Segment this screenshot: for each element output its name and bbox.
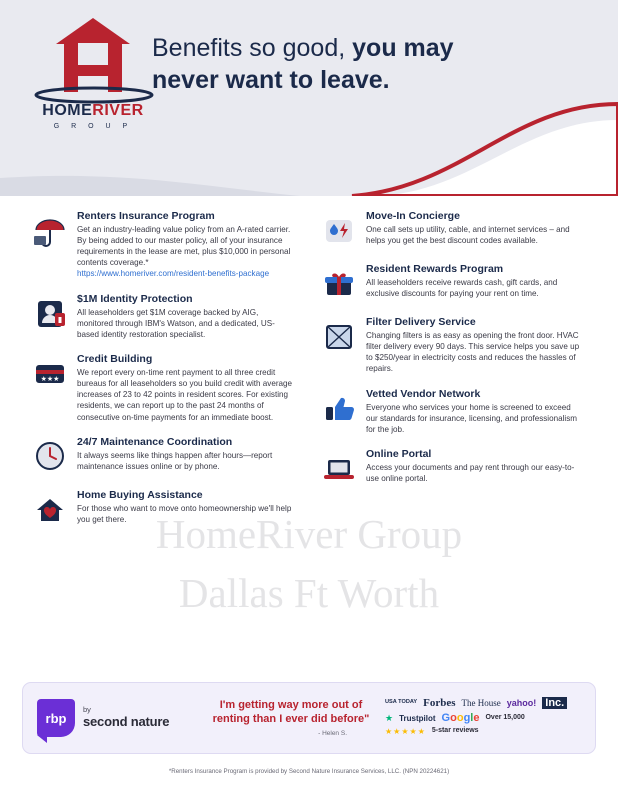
benefit-resident-rewards bbox=[319, 263, 580, 303]
benefit-title: Resident Rewards Program bbox=[366, 263, 504, 275]
credit-score-icon bbox=[30, 353, 70, 393]
benefit-title: Online Portal bbox=[366, 448, 432, 461]
benefit-title: Renters Insurance Program bbox=[77, 210, 215, 222]
logo-house-icon bbox=[56, 18, 130, 92]
benefit-movein-concierge bbox=[319, 210, 580, 250]
thumbs-up-icon bbox=[319, 388, 359, 428]
homeriver-logo bbox=[28, 18, 158, 130]
benefit-body: All leaseholders receive rewards cash, gift cards, and exclusive discounts for paying your rent on time. bbox=[366, 278, 558, 299]
benefit-credit-building bbox=[30, 353, 295, 423]
benefits-column-right bbox=[309, 210, 588, 542]
benefit-body: We report every on-time rent payment to all three credit bureaus for all leaseholders so you build credit with average increases of 23 to 42 points in resident scores. For existing residents, we can report up to the past 24 months of consecutive on-time payments for an immediate boost. bbox=[77, 368, 293, 422]
yahoo-logo: yahoo! bbox=[506, 698, 537, 708]
benefit-body: Access your documents and pay rent through our easy-to-use online portal. bbox=[366, 463, 575, 484]
reviews-label: 5-star reviews bbox=[431, 727, 479, 735]
id-badge-icon bbox=[30, 293, 70, 333]
benefit-vetted-vendor-network bbox=[319, 388, 580, 435]
benefit-title: Home Buying Assistance bbox=[77, 488, 203, 501]
benefit-body: Get an industry-leading value policy from an A-rated carrier. By being added to our master policy, all of your insurance requirements in the lease are met, plus $10,000 in personal contents coverage.* bbox=[77, 225, 291, 268]
benefit-home-buying-assistance bbox=[30, 489, 295, 529]
inc-logo: Inc. bbox=[542, 697, 567, 709]
rbp-brand-text bbox=[83, 706, 169, 730]
press-row-2 bbox=[385, 712, 581, 724]
benefit-title: Credit Building bbox=[77, 353, 153, 366]
benefit-body: Changing filters is as easy as opening the front door. HVAC filter delivery every 90 days. This service helps you save up to $250/year in electricity costs and reduces the hassles of repairs. bbox=[366, 331, 580, 374]
page-title: Benefits so good, you may never want to leave. bbox=[152, 34, 454, 94]
benefit-filter-delivery bbox=[319, 316, 580, 375]
gift-icon bbox=[319, 263, 359, 303]
clock-icon bbox=[30, 436, 70, 476]
benefit-maintenance-coordination bbox=[30, 436, 295, 476]
rbp-logo bbox=[37, 699, 197, 737]
trustpilot-star-icon: ★ bbox=[385, 712, 394, 723]
google-stars-icon: ★★★★★ bbox=[385, 727, 426, 736]
watermark-line-1: HomeRiver Group bbox=[155, 511, 463, 557]
benefit-title: $1M Identity Protection bbox=[77, 292, 193, 305]
logo-subtext: G R O U P bbox=[53, 123, 133, 130]
resident-benefits-package-link[interactable]: https://www.homeriver.com/resident-benefits-package bbox=[77, 268, 270, 278]
usa-today-logo: USA TODAY bbox=[385, 699, 418, 706]
benefit-body: For those who want to move onto homeownership we'll help you get there. bbox=[77, 503, 292, 524]
umbrella-icon bbox=[30, 210, 70, 250]
benefit-body: One call sets up utility, cable, and internet services – and helps you get the best discount codes available. bbox=[366, 225, 570, 246]
footer-banner bbox=[22, 682, 596, 754]
benefit-title: 24/7 Maintenance Coordination bbox=[77, 435, 233, 448]
logo-wordmark: HOMERIVER bbox=[42, 102, 144, 119]
logo-swoosh-icon bbox=[34, 84, 154, 106]
disclaimer-text: *Renters Insurance Program is provided by Second Nature Insurance Services, LLC. (NPN 20224621) bbox=[168, 768, 450, 775]
page-header bbox=[0, 0, 618, 196]
benefit-title: Filter Delivery Service bbox=[366, 316, 476, 328]
benefit-body: All leaseholders get $1M coverage backed by AIG, monitored through IBM's Watson, and a dedicated, US-based identity restoration specialist. bbox=[77, 307, 275, 339]
benefit-renters-insurance bbox=[30, 210, 295, 280]
rbp-badge: rbp bbox=[37, 699, 75, 737]
benefits-column-left bbox=[30, 210, 309, 542]
forbes-logo: Forbes bbox=[423, 697, 456, 709]
laptop-icon bbox=[319, 448, 359, 488]
benefits-section bbox=[0, 210, 618, 542]
testimonial bbox=[197, 699, 385, 738]
benefit-online-portal bbox=[319, 448, 580, 488]
benefit-title: Move-In Concierge bbox=[366, 210, 460, 222]
press-row-1 bbox=[385, 697, 581, 709]
benefit-identity-protection bbox=[30, 293, 295, 340]
trustpilot-logo: Trustpilot bbox=[399, 713, 436, 723]
benefit-body: It always seems like things happen after hours—report maintenance issues online or by phone. bbox=[77, 450, 273, 471]
testimonial-quote: I'm getting way more out of renting than I ever did before" bbox=[212, 698, 370, 725]
home-heart-icon bbox=[30, 489, 70, 529]
testimonial-author: - Helen S. bbox=[318, 730, 347, 738]
rbp-by-label: by bbox=[83, 705, 91, 715]
second-nature-label: second nature bbox=[83, 713, 170, 729]
benefit-body: Everyone who services your home is screened to exceed our standards for insurance, licensing, and professionalism for the job. bbox=[366, 402, 577, 434]
press-row-3 bbox=[385, 727, 581, 736]
reviews-count: Over 15,000 bbox=[485, 713, 525, 721]
benefit-title: Vetted Vendor Network bbox=[366, 387, 481, 400]
google-logo: Google bbox=[441, 712, 480, 724]
droplet-bolt-icon bbox=[319, 210, 359, 250]
filter-icon bbox=[319, 316, 359, 356]
press-logos bbox=[385, 697, 581, 739]
the-house-logo: The House bbox=[461, 698, 501, 708]
watermark-line-2: Dallas Ft Worth bbox=[178, 570, 440, 617]
svg-text:★★★: ★★★ bbox=[40, 376, 60, 384]
